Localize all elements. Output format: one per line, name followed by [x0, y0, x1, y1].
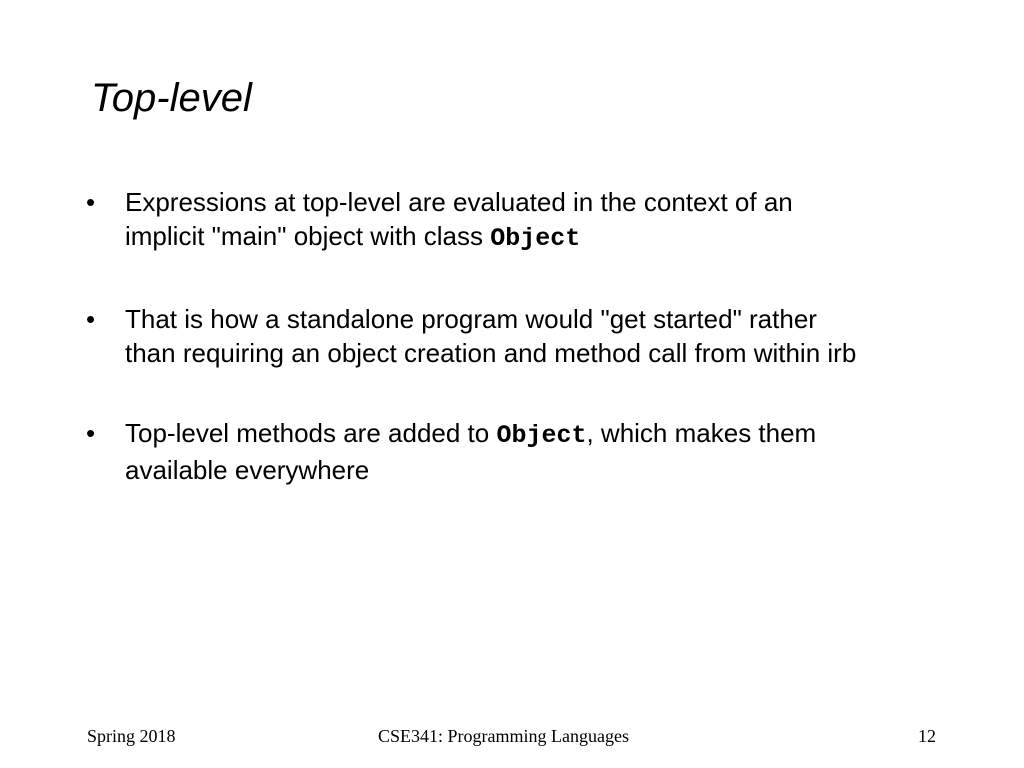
bullet-marker: • [86, 304, 96, 334]
bullet-line-text: , which makes them [586, 418, 817, 448]
code-object: Object [496, 421, 587, 450]
bullet-text [125, 302, 945, 370]
code-object: Object [490, 224, 581, 253]
slide-title: Top-level [91, 76, 252, 120]
bullet-text [125, 416, 945, 487]
footer-course: CSE341: Programming Languages [378, 726, 629, 746]
bullet-line: available everywhere [125, 455, 370, 485]
bullet-marker: • [86, 418, 96, 448]
bullet-line: than requiring an object creation and method call from within irb [125, 338, 857, 368]
footer-date: Spring 2018 [87, 726, 176, 746]
bullet-text [125, 185, 945, 256]
slide-number: 12 [918, 726, 936, 746]
bullet-line-text: implicit "main" object with class [125, 221, 491, 251]
bullet-line: That is how a standalone program would "get started" rather [125, 304, 817, 334]
bullet-line: Expressions at top-level are evaluated in the context of an [125, 187, 793, 217]
bullet-line [125, 416, 945, 453]
bullet-line-text: Top-level methods are added to [125, 418, 497, 448]
bullet-marker: • [86, 187, 96, 217]
bullet-line [125, 219, 945, 256]
